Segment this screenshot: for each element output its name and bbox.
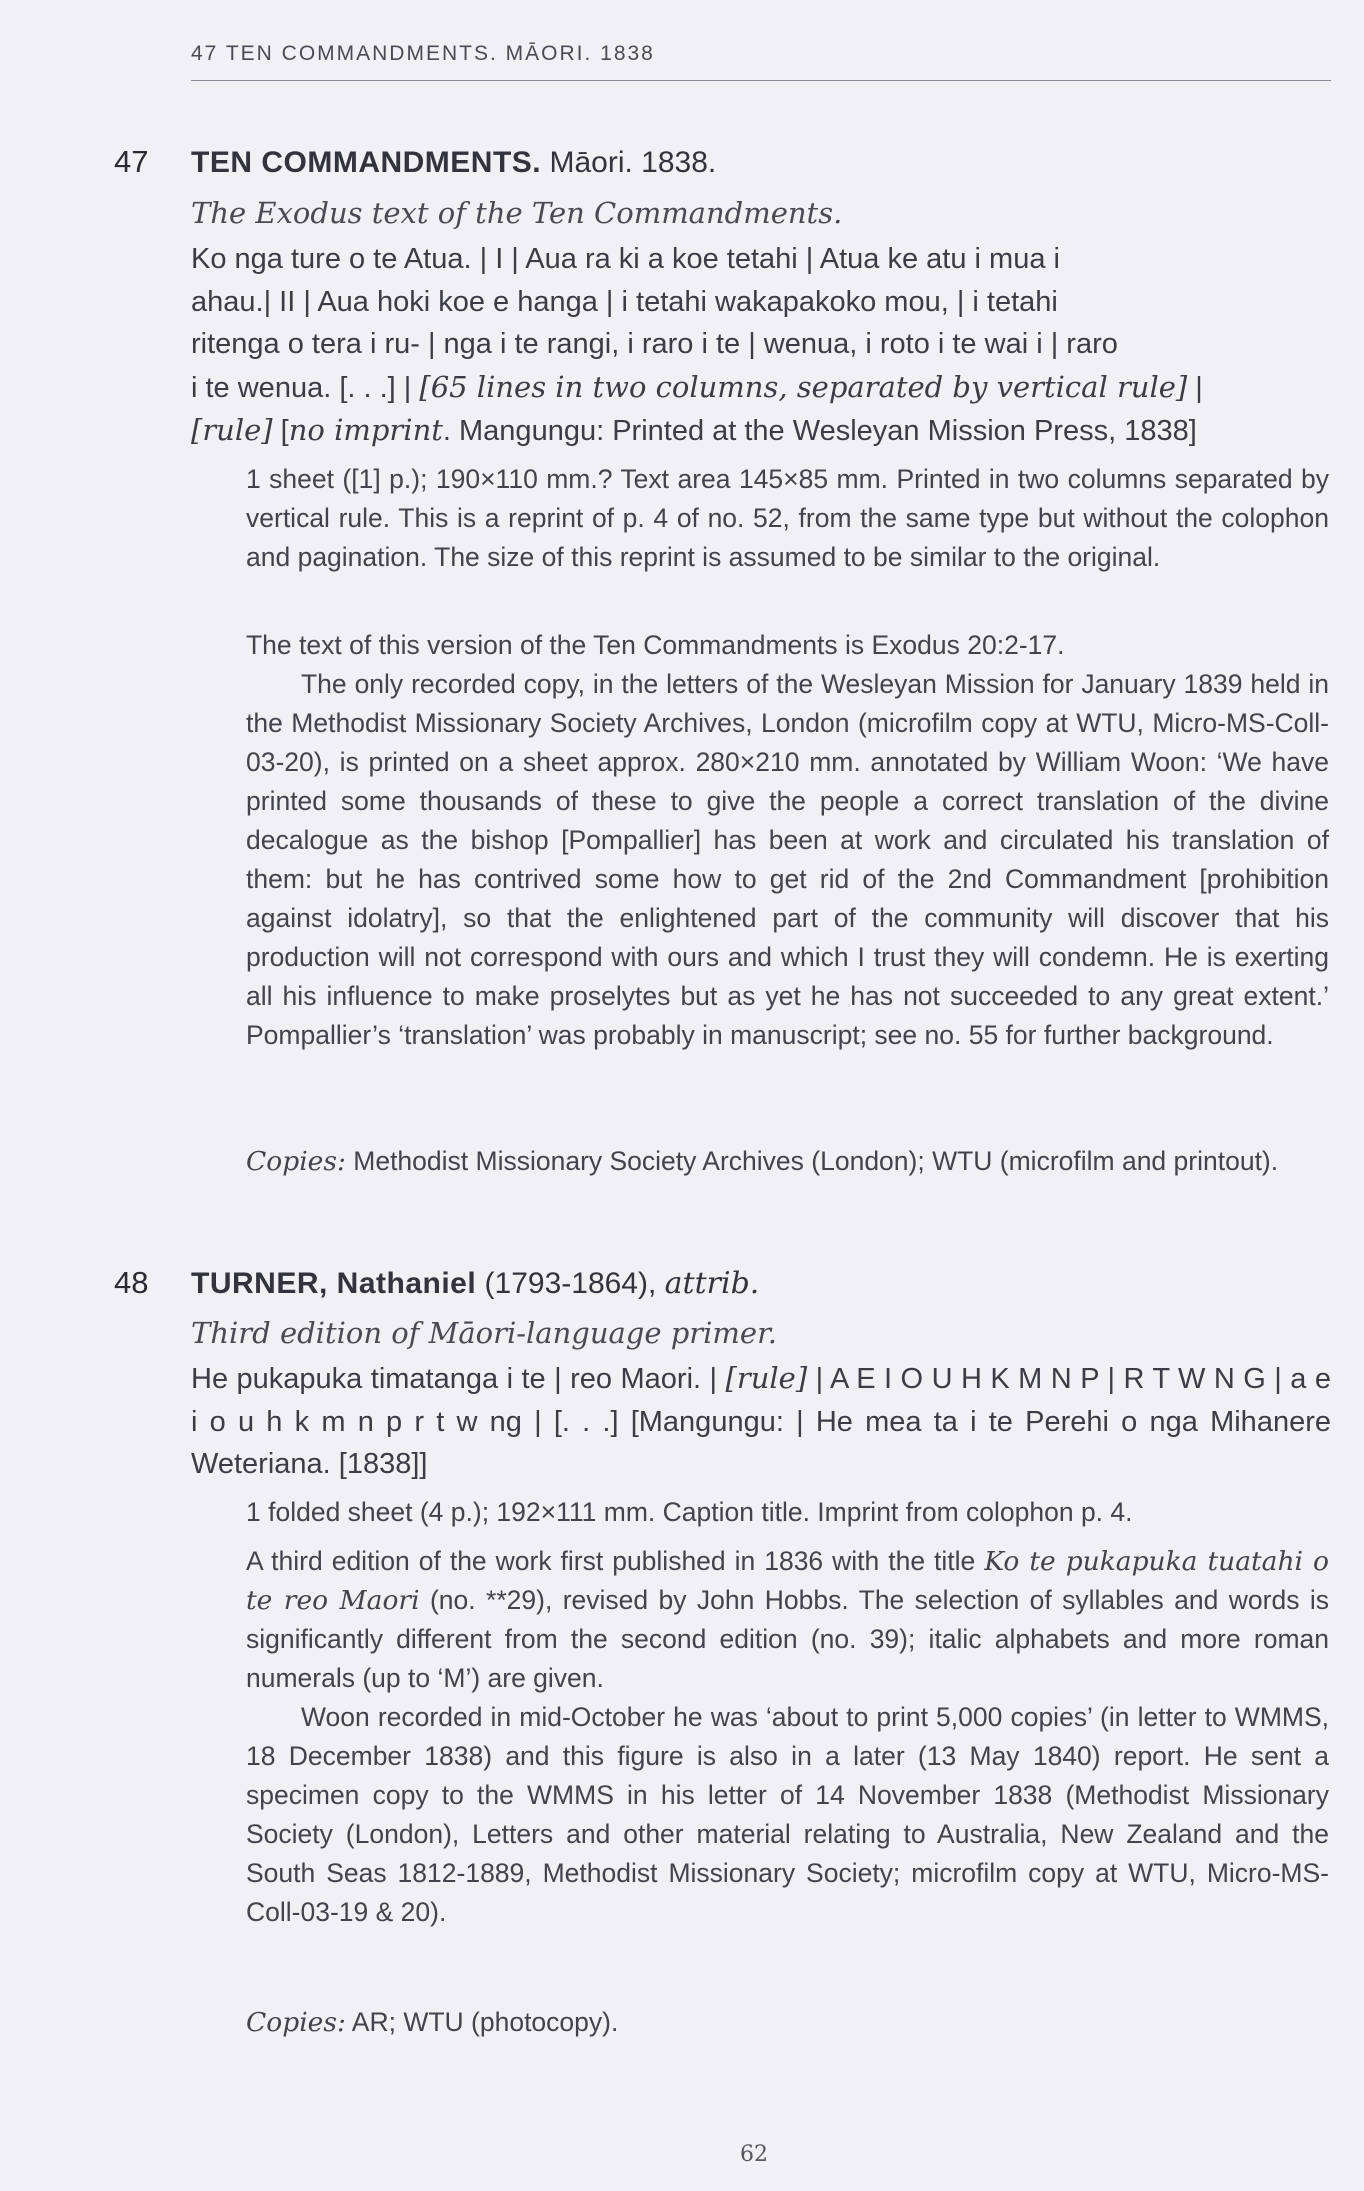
transcription-line: [rule] [no imprint. Mangungu: Printed at the Wesleyan Mission Press, 1838] xyxy=(191,413,1197,447)
title-transcription xyxy=(191,238,1331,453)
heading-name: TEN COMMANDMENTS. xyxy=(191,146,542,179)
running-head: 47 TEN COMMANDMENTS. MĀORI. 1838 xyxy=(191,42,655,65)
entry-number: 47 xyxy=(114,144,149,179)
heading-attrib: attrib. xyxy=(664,1266,760,1301)
cited-title: Ko te pukapuka tuatahi o te reo Maori xyxy=(246,1546,1329,1616)
entry-subtitle: Third edition of Māori-language primer. xyxy=(191,1316,777,1350)
copies-text: Methodist Missionary Society Archives (London); WTU (microfilm and printout). xyxy=(345,1146,1279,1176)
entry-subtitle: The Exodus text of the Ten Commandments. xyxy=(191,196,843,230)
note-paragraph: A third edition of the work first published in 1836 with the title Ko te pukapuka tuatahi o te reo Maori (no. **29), revised by John Hobbs. The selection of syllables and words is significantly different from the second edition (no. 39); italic alphabets and more roman numerals (up to ‘M’) are given. xyxy=(246,1546,1329,1693)
copies-line xyxy=(246,2003,1329,2042)
transcription-line: Ko nga ture o te Atua. | I | Aua ra ki a koe tetahi | Atua ke atu i mua i xyxy=(191,243,1060,275)
header-rule xyxy=(191,80,1331,81)
entry-number: 48 xyxy=(114,1265,149,1300)
note-paragraph: The text of this version of the Ten Commandments is Exodus 20:2-17. xyxy=(246,630,1065,660)
copies-label: Copies: xyxy=(246,1146,346,1177)
copies-text: AR; WTU (photocopy). xyxy=(345,2007,619,2037)
transcription-line: i te wenua. [. . .] | [65 lines in two columns, separated by vertical rule] | xyxy=(191,369,1203,404)
heading-name: TURNER, Nathaniel xyxy=(191,1267,477,1300)
copies-label: Copies: xyxy=(246,2007,346,2038)
transcription-line: ritenga o tera i ru- | nga i te rangi, i raro i te | wenua, i roto i te wai i | raro xyxy=(191,328,1118,360)
note-paragraph: Woon recorded in mid-October he was ‘about to print 5,000 copies’ (in letter to WMMS, 18 December 1838) and this figure is also in a later (13 May 1840) report. He sent a specimen copy to the WMMS in his letter of 14 November 1838 (Methodist Missionary Society (London), Letters and other material relating to Australia, New Zealand and the South Seas 1812-1889, Methodist Missionary Society; microfilm copy at WTU, Micro-MS-Coll-03-19 & 20). xyxy=(246,1702,1329,1927)
physical-description: 1 folded sheet (4 p.); 192×111 mm. Caption title. Imprint from colophon p. 4. xyxy=(246,1497,1133,1527)
page-number: 62 xyxy=(740,2142,768,2167)
entry-heading xyxy=(191,1263,1331,1305)
title-transcription: He pukapuka timatanga i te | reo Maori. | [rule] | A E I O U H K M N P | R T W N G | a e i o u h k m n p r t w ng | [. . .] [Mangungu: | He mea ta i te Perehi o nga Mihanere Weteriana. [1838]] xyxy=(191,1361,1331,1480)
physical-description: 1 sheet ([1] p.); 190×110 mm.? Text area 145×85 mm. Printed in two columns separated by vertical rule. This is a reprint of p. 4 of no. 52, from the same type but without the colophon and pagination. The size of this reprint is assumed to be similar to the original. xyxy=(246,464,1329,572)
transcription-line: ahau.| II | Aua hoki koe e hanga | i tetahi wakapakoko mou, | i tetahi xyxy=(191,285,1058,318)
entry-heading xyxy=(191,142,1331,184)
copies-line xyxy=(246,1142,1329,1181)
heading-rest: Māori. 1838. xyxy=(541,146,717,179)
note-paragraph: The only recorded copy, in the letters of the Wesleyan Mission for January 1839 held in the Methodist Missionary Society Archives, London (microfilm copy at WTU, Micro-MS-Coll-03-20), is printed on a sheet approx. 280×210 mm. annotated by William Woon: ‘We have printed some thousands of these to give the people a correct translation of the divine decalogue as the bishop [Pompallier] has been at work and circulated his translation of them: but he has contrived some how to get rid of the 2nd Commandment [prohibition against idolatry], so that the enlightened part of the community will discover that his production will not correspond with ours and which I trust they will condemn. He is exerting all his influence to make proselytes but as yet he has not succeeded to any great extent.’ Pompallier’s ‘translation’ was probably in manuscript; see no. 55 for further background. xyxy=(246,669,1329,1050)
heading-dates: (1793-1864), xyxy=(476,1267,665,1300)
